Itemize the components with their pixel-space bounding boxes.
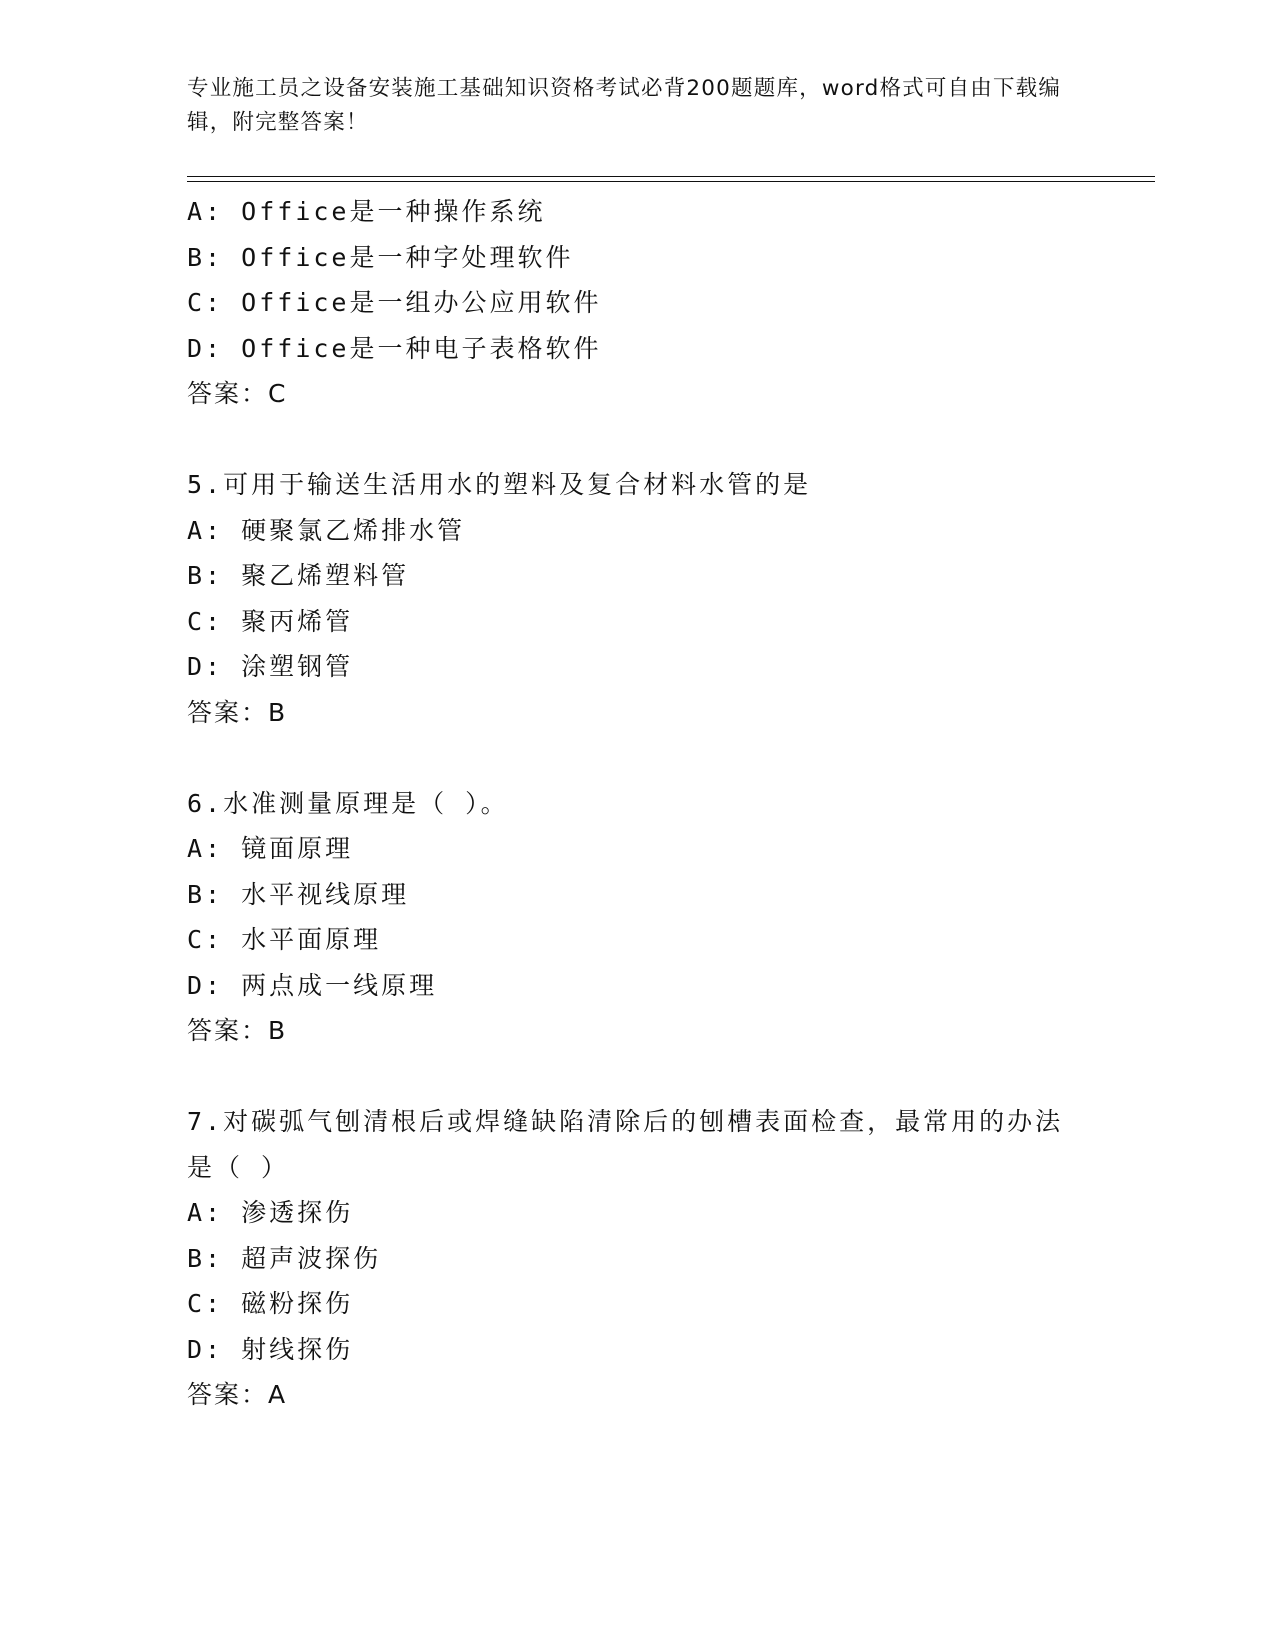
question-stem: 5.可用于输送生活用水的塑料及复合材料水管的是 [187, 470, 812, 499]
option-label: A: [187, 1198, 224, 1227]
option-a [187, 826, 1087, 872]
spacer [187, 417, 1087, 463]
question-block [187, 781, 1087, 1054]
option-b [187, 1236, 1087, 1282]
option-text: 磁粉探伤 [241, 1289, 354, 1318]
option-a [187, 189, 1087, 235]
answer-line: 答案：A [187, 1380, 288, 1409]
option-d [187, 1327, 1087, 1373]
option-label: D: [187, 333, 224, 363]
option-text: 射线探伤 [241, 1334, 354, 1364]
option-text: 聚乙烯塑料管 [241, 561, 410, 590]
question-stem: 7.对碳弧气刨清根后或焊缝缺陷清除后的刨槽表面检查，最常用的办法是（ ） [187, 1107, 1064, 1182]
option-text: 涂塑钢管 [241, 652, 354, 681]
answer-line: 答案：C [187, 379, 288, 408]
header-rule-top [187, 176, 1155, 177]
option-text: 水平面原理 [241, 925, 382, 954]
question-block [187, 189, 1087, 417]
option-c [187, 599, 1087, 645]
option-text: 两点成一线原理 [241, 970, 438, 1000]
answer-line: 答案：B [187, 697, 288, 727]
option-label: B: [187, 879, 224, 909]
option-text: Office是一种电子表格软件 [241, 333, 602, 363]
option-d [187, 644, 1087, 690]
option-text: 镜面原理 [241, 834, 354, 863]
option-d [187, 326, 1087, 372]
question-block [187, 462, 1087, 735]
option-label: D: [187, 970, 224, 1000]
option-text: 硬聚氯乙烯排水管 [241, 515, 466, 545]
spacer [187, 1054, 1087, 1100]
option-label: A: [187, 197, 224, 226]
document-header: 专业施工员之设备安装施工基础知识资格考试必背200题题库，word格式可自由下载编辑，附完整答案！ [187, 76, 1062, 135]
option-label: B: [187, 242, 224, 272]
question-block [187, 1099, 1087, 1418]
answer-line: 答案：B [187, 1016, 288, 1045]
option-text: Office是一组办公应用软件 [241, 288, 602, 317]
option-text: Office是一种操作系统 [241, 197, 546, 226]
question-stem: 6.水准测量原理是（ ）。 [187, 788, 509, 818]
option-text: 聚丙烯管 [241, 606, 354, 636]
option-label: A: [187, 515, 224, 545]
option-label: C: [187, 606, 224, 636]
option-c [187, 917, 1087, 963]
option-label: D: [187, 652, 224, 681]
option-label: C: [187, 925, 224, 954]
option-a [187, 1190, 1087, 1236]
option-label: B: [187, 1243, 224, 1273]
header-rule-bottom [187, 181, 1155, 182]
option-b [187, 872, 1087, 918]
option-text: Office是一种字处理软件 [241, 242, 574, 272]
option-label: A: [187, 834, 224, 863]
option-d [187, 963, 1087, 1009]
option-c [187, 280, 1087, 326]
option-label: B: [187, 561, 224, 590]
option-text: 超声波探伤 [241, 1243, 382, 1273]
question-list [187, 189, 1087, 1418]
option-c [187, 1281, 1087, 1327]
option-label: D: [187, 1334, 224, 1364]
option-a [187, 508, 1087, 554]
option-text: 渗透探伤 [241, 1198, 354, 1227]
option-label: C: [187, 288, 224, 317]
option-label: C: [187, 1289, 224, 1318]
spacer [187, 735, 1087, 781]
option-text: 水平视线原理 [241, 879, 410, 909]
option-b [187, 553, 1087, 599]
option-b [187, 235, 1087, 281]
